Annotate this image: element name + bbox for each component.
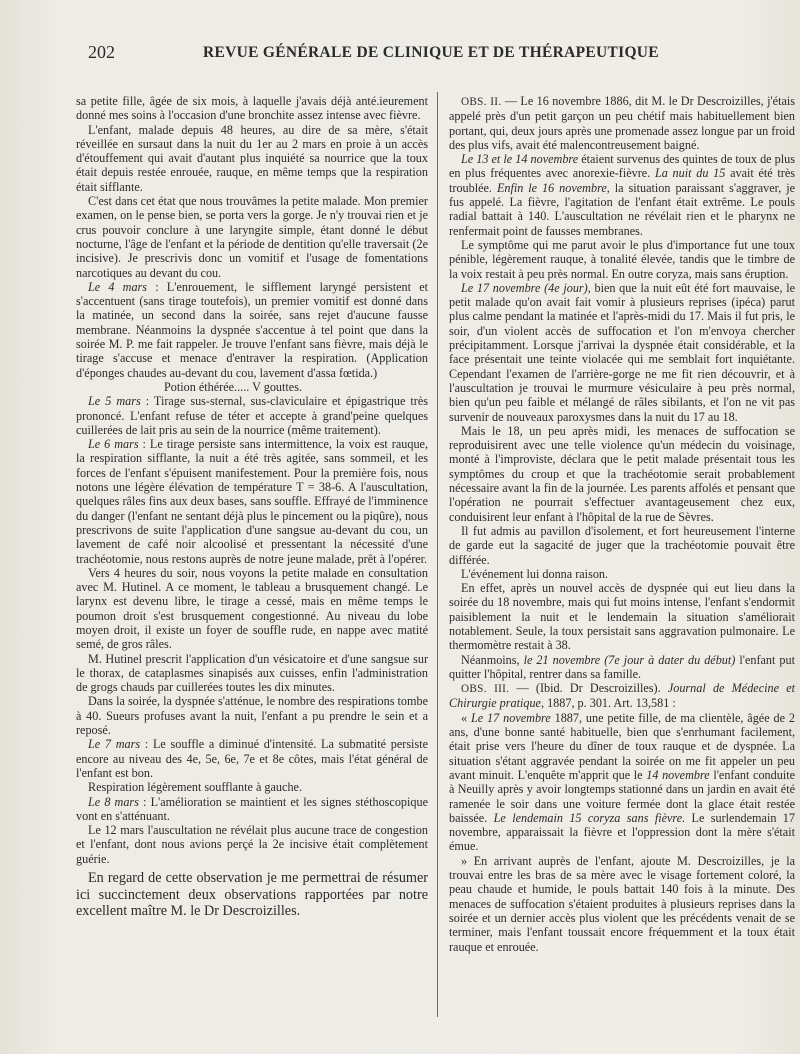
observation-label: OBS. II. bbox=[461, 96, 502, 108]
entry-november-18: Mais le 18, un peu après midi, les menaces de suffocation se reproduisirent avec une telle violence qu'un médecin du voisinage, monté à l'improviste, déclara que le petit malade présentait tous les symptômes du croup et que la trachéotomie serait probablement nécessaire avant la fin de la journée. Les parents affolés et pensant que l'opération ne pourrait s'effectuer avantageusement chez eux, conduisirent leur enfant à l'hôpital de la rue de Sèvres. bbox=[449, 423, 795, 524]
journal-title: REVUE GÉNÉRALE DE CLINIQUE ET DE THÉRAPEUTIQUE bbox=[203, 44, 659, 61]
outcome-line: L'événement lui donna raison. bbox=[461, 566, 609, 581]
italic-date: La nuit du 15 bbox=[654, 166, 726, 181]
entry-march-6 bbox=[76, 437, 428, 566]
column-rule bbox=[437, 92, 438, 1017]
italic-date: Le 13 et le 14 novembre bbox=[461, 152, 579, 167]
italic-date: Le 17 novembre bbox=[470, 710, 551, 725]
observation-3-continuation: » En arrivant auprès de l'enfant, ajoute M. Descroizilles, je la trouvai entre les bras de sa mère avec le visage fortement coloré, la peau chaude et humide, le pouls battait 140 fois à la minute. Des menaces de suffocation s'étaient produites à plusieurs reprises dans la soirée et un dernier accès plus violent que les précédents venait de se terminer, mais l'enfant toussait encore fréquemment et la toux était rauque et enrouée. bbox=[449, 853, 795, 954]
italic-date: 14 novembre bbox=[646, 767, 710, 782]
entry-march-8 bbox=[76, 795, 428, 824]
entry-text: : Tirage sus-sternal, sus-claviculaire et épigastrique très prononcé. L'enfant refuse de téter et accepte à grand'peine quelques cuillerées de lait pris au sein de la nourrice (même traitement). bbox=[76, 394, 429, 437]
consultation-paragraph: Vers 4 heures du soir, nous voyons la petite malade en consultation avec M. Hutinel. A ce moment, le tableau a brusquement changé. Le larynx est devenu libre, le tirage a cessé, mais en même temps le poumon droit s'est brusquement congestionné. Au niveau du lobe moyen droit, il existe un foyer de souffle rude, en nappe avec matité semé, de gros râles. bbox=[76, 565, 428, 652]
observation-2-intro bbox=[449, 94, 795, 152]
entry-date: Le 7 mars bbox=[88, 737, 141, 752]
discharge-paragraph bbox=[449, 653, 795, 682]
treatment-paragraph: M. Hutinel prescrit l'application d'un vésicatoire et d'une sangsue sur le thorax, de cataplasmes sinapisés aux cuisses, enfin l'administration de grogs chauds par cuillerées toutes les dix minutes. bbox=[76, 651, 428, 695]
paragraph-text: « bbox=[461, 710, 471, 725]
entry-november-17 bbox=[449, 281, 795, 424]
paragraph-text: Néanmoins, bbox=[461, 652, 524, 667]
entry-march-7 bbox=[76, 737, 428, 780]
case-history-paragraph: L'enfant, malade depuis 48 heures, au dire de sa mère, s'était réveillée en sursaut dans la nuit du 1er au 2 mars en proie à un accès d'étouffement qui avait d'autant plus inquiété sa nourrice que la toux était depuis restée enrouée, rauque, en même temps que la respiration était sifflante. bbox=[76, 122, 428, 194]
paragraph-text: Le surlendemain 17 novembre, apparaissait la fièvre et l'oppression dont la mère s'était émue. bbox=[449, 810, 795, 854]
entry-text: : Le souffle a diminué d'intensité. La submatité persiste encore au niveau des 4e, 5e, 6e, 7e et 8e côtes, mais l'état général de l'enfant est bon. bbox=[76, 737, 428, 780]
observation-3-quote bbox=[449, 711, 795, 854]
citation-text: — (Ibid. Dr Descroizilles). bbox=[509, 681, 668, 696]
italic-phrase: Le lendemain 15 coryza sans fièvre. bbox=[493, 810, 686, 825]
observation-text: — Le 16 novembre 1886, dit M. le Dr Descroizilles, j'étais appelé près d'un petit garçon un peu chétif mais habituellement bien portant, qui, deux jours après une promenade assez longue par un froid des plus vifs, avait été malencontreusement baigné. bbox=[449, 94, 795, 152]
paragraph-text: , la situation paraissant s'aggraver, je fus appelé. La fièvre, l'agitation de l'enfant était extrême. Le pouls radial battait à 140. L'auscultation ne révélait rien et le pharynx ne renfermait point de fausses membranes. bbox=[449, 180, 795, 238]
paragraph-text: l'enfant put quitter l'hôpital, rentrer dans sa famille. bbox=[449, 652, 795, 681]
entry-date: Le 8 mars bbox=[88, 794, 139, 809]
entry-date: Le 4 mars bbox=[88, 279, 148, 294]
paragraph-text: avait été très troublée. bbox=[449, 166, 795, 195]
entry-text: : Le tirage persiste sans intermittence, la voix est rauque, la respiration sifflante, la nuit a été très agitée, sans sommeil, et les forces de l'enfant s'épuisent manifestement. Pour la première fois, nous notons une légère élévation de température T = 38-6. A l'auscultation, quelques râles fins aux deux bases, sans souffle. Effrayé de l'imminence du danger (l'enfant ne sentant déjà plus le pincement ou la piqûre), nous prescrivons de suite l'application d'une sangsue au-devant du cou, un lavement de café noir alcoolisé et pressentant la nécessité d'une trachéotomie, nous restons auprès de notre jeune malade, prêt à l'opérer. bbox=[76, 437, 428, 566]
left-column bbox=[76, 94, 428, 920]
entry-date: Le 17 novembre (4e jour) bbox=[461, 280, 588, 295]
observation-label: OBS. III. bbox=[461, 683, 510, 696]
page-number: 202 bbox=[88, 42, 115, 62]
paragraph-text: étaient survenus des quintes de toux de plus en plus fréquentes avec anorexie-fièvre. bbox=[449, 152, 795, 181]
entry-march-4 bbox=[76, 280, 428, 380]
observation-2-onset bbox=[449, 152, 795, 238]
potion-prescription: Potion éthérée..... V gouttes. bbox=[164, 379, 302, 394]
observation-3-citation bbox=[449, 681, 795, 711]
right-column bbox=[449, 94, 795, 954]
entry-text: , bien que la nuit eût été fort mauvaise, le petit malade qu'on avait fait vomir à plusieurs reprises (ipéca) parut plus calme pendant la matinée et l'après-midi du 17. Mais il fut pris, le soir, d'un violent accès de suffocation et l'on m'envoya chercher précipitamment. Lorsque j'arrivai la dyspnée était considérable, et la face présentait une teinte violacée qui me semblait fort inquiétante. Cependant l'examen de l'arrière-gorge ne me fit rien découvrir, et à l'auscultation je trouvai le murmure vésiculaire à peu près normal, bien qu'un peu faible et mélangé de râles sibilants, et l'on ne vit pas survenir de nouveaux paroxysmes dans la nuit du 17 au 18. bbox=[449, 280, 795, 424]
respiration-note: Respiration légèrement soufflante à gauche. bbox=[88, 780, 302, 795]
paragraph-text: l'enfant conduite à Neuilly après y avoir longtemps stationné dans un jardin en avait été ramenée le soir dans une voiture fermée dont la glace était restée baissée. bbox=[449, 767, 795, 825]
evening-paragraph: Dans la soirée, la dyspnée s'atténue, le nombre des respirations tombe à 40. Sueurs profuses avant la nuit, l'enfant a pu prendre le sein et a reposé. bbox=[76, 694, 428, 738]
journal-name: Journal de Médecine et Chirurgie pratique bbox=[449, 681, 796, 711]
symptom-paragraph: Le symptôme qui me parut avoir le plus d'importance fut une toux pénible, légèrement rauque, à tonalité élevée, tandis que le timbre de la voix restait à peu près normal. En outre coryza, mais sans éruption. bbox=[449, 237, 795, 281]
transition-paragraph: En regard de cette observation je me permettrai de résumer ici succinctement deux observations rapportées par notre excellent maître M. le Dr Descroizilles. bbox=[76, 870, 428, 920]
paragraph-text: 1887, une petite fille, de ma clientèle, âgée de 2 ans, d'une bonne santé habituelle, bien que s'enrhumant facilement, était prise vers l'heure du dîner de toux rauque et de dyspnée. La situation s'étant aggravée pendant la soirée on me fit appeler un peu avant minuit. L'enquête m'apprit que le bbox=[449, 710, 795, 782]
first-examination-paragraph: C'est dans cet état que nous trouvâmes la petite malade. Mon premier examen, on le pense bien, se porta vers la gorge. Je n'y trouvai rien et je crus pouvoir conclure à une laryngite simple, étant donné le début nocturne, l'âge de l'enfant et la période de dentition qu'elle traversait (2e incisive). Je prescrivis donc un vomitif et l'usage de fomentations narcotiques au devant du cou. bbox=[76, 194, 428, 280]
entry-march-5 bbox=[76, 394, 428, 437]
italic-date: le 21 novembre (7e jour à dater du début) bbox=[523, 652, 736, 667]
entry-march-12: Le 12 mars l'auscultation ne révélait plus aucune trace de congestion et l'enfant, dont nous avions perçé la 2e incisive était complètement guérie. bbox=[76, 823, 428, 866]
entry-date: Le 5 mars bbox=[88, 394, 141, 409]
entry-text: : L'enrouement, le sifflement laryngé persistent et s'accentuent (sans tirage toutefois), un premier vomitif est donné dans la matinée, un second dans la soirée, sans rejet d'aucune fausse membrane. Néanmoins la dyspnée s'accentue à tel point que dans la soirée M. P. me fait rappeler. Je trouve l'enfant sans fièvre, mais déjà le tirage s'accuse et menace d'entraver la respiration. (Application d'éponges chaudes au-devant du cou, lavement d'assa fœtida.) bbox=[76, 279, 428, 380]
hospital-admission-paragraph: Il fut admis au pavillon d'isolement, et fort heureusement l'interne de garde eut la sagacité de juger que la trachéotomie pouvait être différée. bbox=[449, 523, 795, 567]
continued-paragraph: sa petite fille, âgée de six mois, à laquelle j'avais déjà anté.ieurement donné mes soins à l'occasion d'une bronchite assez intense avec fièvre. bbox=[76, 94, 428, 123]
entry-text: : L'amélioration se maintient et les signes stéthoscopique vont en s'atténuant. bbox=[76, 794, 428, 823]
improvement-paragraph: En effet, après un nouvel accès de dyspnée qui eut lieu dans la soirée du 18 novembre, mais qui fut moins intense, l'enfant s'endormit paisiblement la nuit et le lendemain la situation s'améliorait notablement. Seule, la toux persistait sans aggravation pulmonaire. Le thermomètre restait à 38. bbox=[449, 581, 795, 653]
italic-date: Enfin le 16 novembre bbox=[496, 180, 607, 195]
citation-text: , 1887, p. 301. Art. 13,581 : bbox=[540, 696, 676, 711]
entry-date: Le 6 mars bbox=[88, 437, 139, 452]
